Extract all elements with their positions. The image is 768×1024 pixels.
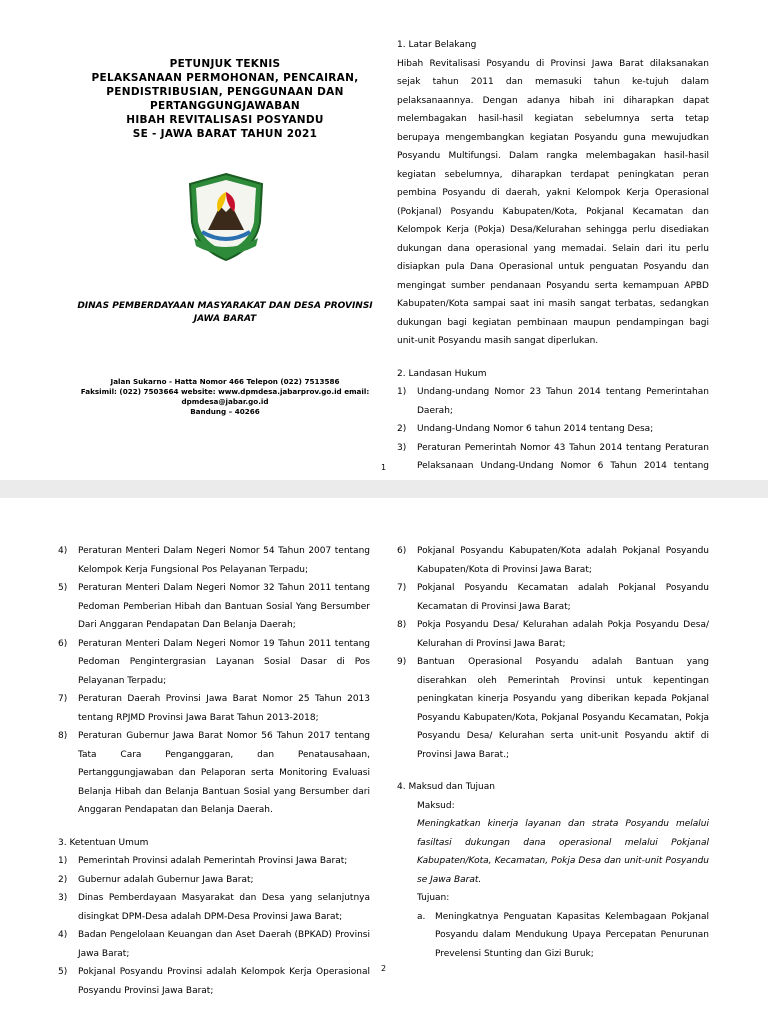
- maksud-tujuan-body: [397, 797, 709, 964]
- list-item: 3) Dinas Pemberdayaan Masyarakat dan Desa yang selanjutnya disingkat DPM-Desa adalah DPM-Desa Provinsi Jawa Barat;: [58, 893, 370, 922]
- list-item: 4) Badan Pengelolaan Keuangan dan Aset Daerah (BPKAD) Provinsi Jawa Barat;: [58, 930, 370, 959]
- document-title: PETUNJUK TEKNIS PELAKSANAAN PERMOHONAN, PENCAIRAN, PENDISTRIBUSIAN, PENGGUNAAN DAN PERTANGGUNGJAWABAN HIBAH REVITALISASI POSYANDU SE - JAWA BARAT TAHUN 2021: [91, 58, 359, 140]
- page-separator: [0, 480, 768, 498]
- section-heading-ketentuan-umum: 3. Ketentuan Umum: [58, 837, 149, 848]
- list-item: 6) Pokjanal Posyandu Kabupaten/Kota adalah Pokjanal Posyandu Kabupaten/Kota di Provinsi Jawa Barat;: [397, 546, 709, 575]
- list-item: a. Meningkatnya Penguatan Kapasitas Kelembagaan Pokjanal Posyandu dalam Mendukung Upaya Percepatan Penurunan Prevelensi Stunting dan Gizi Buruk;: [417, 911, 709, 959]
- list-item: 7) Pokjanal Posyandu Kecamatan adalah Pokjanal Posyandu Kecamatan di Provinsi Jawa Barat;: [397, 583, 709, 612]
- list-item: 5) Pokjanal Posyandu Provinsi adalah Kelompok Kerja Operasional Posyandu Provinsi Jawa Barat;: [58, 967, 370, 996]
- section-heading-maksud-tujuan: 4. Maksud dan Tujuan: [397, 782, 495, 792]
- page2-right-column: [397, 542, 709, 963]
- jawa-barat-emblem-logo: [186, 172, 266, 262]
- page-number: 2: [381, 964, 387, 973]
- list-item: 2) Undang-Undang Nomor 6 tahun 2014 tentang Desa;: [397, 424, 654, 434]
- document-page-2: [0, 512, 768, 1024]
- section-heading-latar-belakang: 1. Latar Belakang: [397, 40, 477, 50]
- page2-left-column: [58, 542, 370, 1000]
- agency-address: Jalan Sukarno - Hatta Nomor 466 Telepon (022) 7513586 Faksimil: (022) 7503664 website: www.dpmdesa.jabarprov.go.id email: dpmdesa@jabar.go.id Bandung – 40266: [80, 377, 370, 416]
- list-item: 9) Bantuan Operasional Posyandu adalah Bantuan yang diserahkan oleh Pemerintah Provinsi untuk kepentingan peningkatan kinerja Posyandu yang diberikan kepada Pokjanal Posyandu Kabupaten/Kota, Pokjanal Posyandu Kecamatan, Pokja Posyandu Desa/ Kelurahan serta unit-unit Posyandu aktif di Provinsi Jawa Barat.;: [397, 657, 709, 760]
- list-item: 7) Peraturan Daerah Provinsi Jawa Barat Nomor 25 Tahun 2013 tentang RPJMD Provinsi Jawa Barat Tahun 2013-2018;: [58, 694, 370, 723]
- maksud-text: Meningkatkan kinerja layanan dan strata Posyandu melalui fasiltasi dukungan dana operasional melalui Pokjanal Kabupaten/Kota, Kecamatan, Pokja Desa dan unit-unit Posyandu se Jawa Barat.: [417, 819, 709, 885]
- list-item: 1) Undang-undang Nomor 23 Tahun 2014 tentang Pemerintahan Daerah;: [397, 387, 709, 416]
- list-item: 8) Peraturan Gubernur Jawa Barat Nomor 56 Tahun 2017 tentang Tata Cara Penganggaran, dan Penatausahaan, Pertanggungjawaban dan Pelaporan serta Monitoring Evaluasi Belanja Hibah dan Belanja Bantuan Sosial yang Bersumber dari Anggaran Pendapatan dan Belanja Daerah.: [58, 731, 370, 815]
- tujuan-label: Tujuan:: [417, 893, 450, 903]
- maksud-label: Maksud:: [417, 800, 455, 811]
- list-item: 4) Peraturan Menteri Dalam Negeri Nomor 54 Tahun 2007 tentang Kelompok Kerja Fungsional Pos Pelayanan Terpadu;: [58, 546, 370, 575]
- page1-right-column: [397, 36, 709, 494]
- list-item: 2) Gubernur adalah Gubernur Jawa Barat;: [58, 874, 254, 885]
- list-item: 3) Peraturan Pemerintah Nomor 43 Tahun 2014 tentang Peraturan Pelaksanaan Undang-Undang Nomor 6 Tahun 2014 tentang: [397, 442, 709, 471]
- list-item: 8) Pokja Posyandu Desa/ Kelurahan adalah Pokja Posyandu Desa/ Kelurahan di Provinsi Jawa Barat;: [397, 620, 709, 649]
- section-heading-landasan-hukum: 2. Landasan Hukum: [397, 368, 487, 379]
- agency-name: DINAS PEMBERDAYAAN MASYARAKAT DAN DESA PROVINSI JAWA BARAT: [77, 301, 373, 324]
- list-item: 6) Peraturan Menteri Dalam Negeri Nomor 19 Tahun 2011 tentang Pedoman Pengintergrasian Layanan Sosial Dasar di Pos Pelayanan Terpadu;: [58, 638, 370, 686]
- page-number: 1: [381, 463, 387, 472]
- list-item: 5) Peraturan Menteri Dalam Negeri Nomor 32 Tahun 2011 tentang Pedoman Pemberian Hibah dan Bantuan Sosial Yang Bersumber Dari Anggaran Pendapatan Dan Belanja Daerah;: [58, 583, 370, 630]
- list-item: 1) Pemerintah Provinsi adalah Pemerintah Provinsi Jawa Barat;: [58, 856, 348, 866]
- latar-belakang-paragraph: Hibah Revitalisasi Posyandu di Provinsi Jawa Barat dilaksanakan sejak tahun 2011 dan memasuki tahun ke-tujuh dalam pelaksanaannya. Dengan adanya hibah ini diharapkan dapat melembagakan hasil-hasil kegiatan sebelumnya serta tetap berupaya mengembangkan kegiatan Posyandu guna mewujudkan Posyandu Multifungsi. Dalam rangka melembagakan hasil-hasil kegiatan sebelumnya, diharapkan terdapat peningkatan peran pembina Posyandu di daerah, yakni Kelompok Kerja Operasional (Pokjanal) Posyandu Kabupaten/Kota, Pokjanal Kecamatan dan Kelompok Kerja (Pokja) Desa/Kelurahan sehingga perlu disediakan dukungan dana operasional yang memadai. Selain dari itu perlu disiapkan pula Dana Operasional untuk penguatan Posyandu dan mengingat sumber pendanaan Posyandu serta kemampuan APBD Kabupaten/Kota sampai saat ini masih sangat terbatas, sedangkan dukungan bagi kegiatan pembinaan maupun pendampingan bagi unit-unit Posyandu masih sangat diperlukan.: [397, 58, 709, 346]
